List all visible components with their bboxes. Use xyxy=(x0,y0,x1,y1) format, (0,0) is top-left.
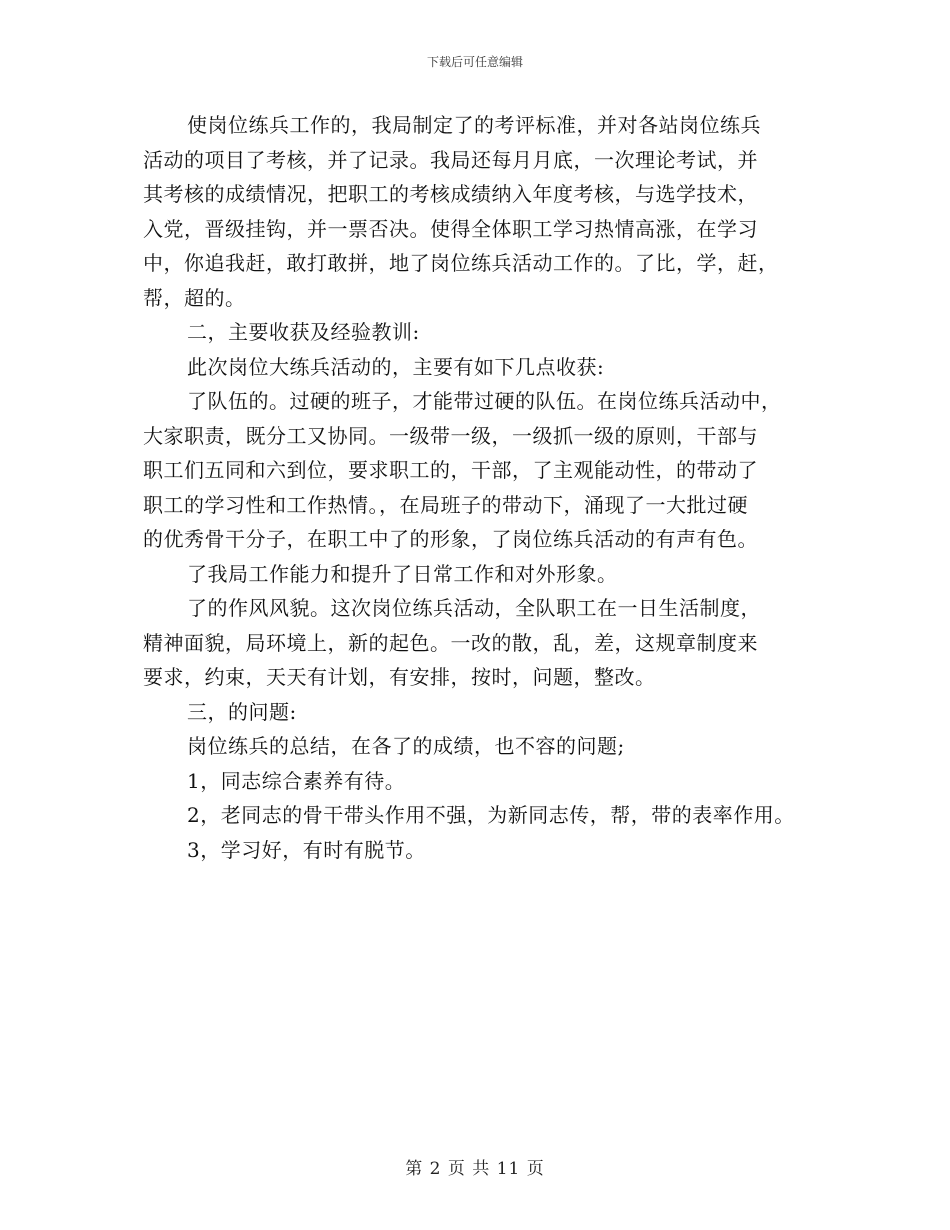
body-line: 入党，晋级挂钩，并一票否决。使得全体职工学习热情高涨，在学习 xyxy=(143,216,758,241)
body-line: 了的作风风貌。这次岗位练兵活动，全队职工在一日生活制度， xyxy=(187,596,761,620)
body-line: 职工们五同和六到位，要求职工的，干部，了主观能动性，的带动了 xyxy=(143,458,758,482)
page-footer: 第 2 页 共 11 页 xyxy=(405,1159,545,1179)
body-line: 使岗位练兵工作的，我局制定了的考评标准，并对各站岗位练兵 xyxy=(187,113,761,137)
body-line: 帮，超的。 xyxy=(143,285,246,310)
body-line: 精神面貌，局环境上，新的起色。一改的散，乱，差，这规章制度来 xyxy=(143,630,758,655)
page-header: 下载后可任意编辑 xyxy=(426,55,523,69)
section-heading: 二，主要收获及经验教训: xyxy=(187,320,420,344)
body-line: 中，你追我赶，敢打敢拼，地了岗位练兵活动工作的。了比，学，赶， xyxy=(143,251,779,275)
body-line: 了我局工作能力和提升了日常工作和对外形象。 xyxy=(187,561,618,586)
body-line: 的优秀骨干分子，在职工中了的形象，了岗位练兵活动的有声有色。 xyxy=(143,527,758,551)
section-heading: 三，的问题: xyxy=(187,699,297,724)
body-line: 此次岗位大练兵活动的，主要有如下几点收获: xyxy=(187,354,605,379)
body-line: 了队伍的。过硬的班子，才能带过硬的队伍。在岗位练兵活动中， xyxy=(187,389,782,413)
body-line: 要求，约束，天天有计划，有安排，按时，问题，整改。 xyxy=(143,665,656,689)
list-item: 3，学习好，有时有脱节。 xyxy=(187,837,426,862)
list-item: 1，同志综合素养有待。 xyxy=(187,768,406,793)
body-line: 大家职责，既分工又协同。一级带一级，一级抓一级的原则，干部与 xyxy=(143,423,758,448)
body-line: 岗位练兵的总结，在各了的成绩，也不容的问题; xyxy=(187,734,625,758)
body-line: 活动的项目了考核，并了记录。我局还每月月底，一次理论考试，并 xyxy=(143,147,758,172)
list-item: 2，老同志的骨干带头作用不强，为新同志传，帮，带的表率作用。 xyxy=(187,803,795,827)
document-body xyxy=(143,108,833,867)
body-line: 职工的学习性和工作热情。，在局班子的带动下，涌现了一大批过硬 xyxy=(143,492,748,517)
body-line: 其考核的成绩情况，把职工的考核成绩纳入年度考核，与选学技术， xyxy=(143,182,758,206)
